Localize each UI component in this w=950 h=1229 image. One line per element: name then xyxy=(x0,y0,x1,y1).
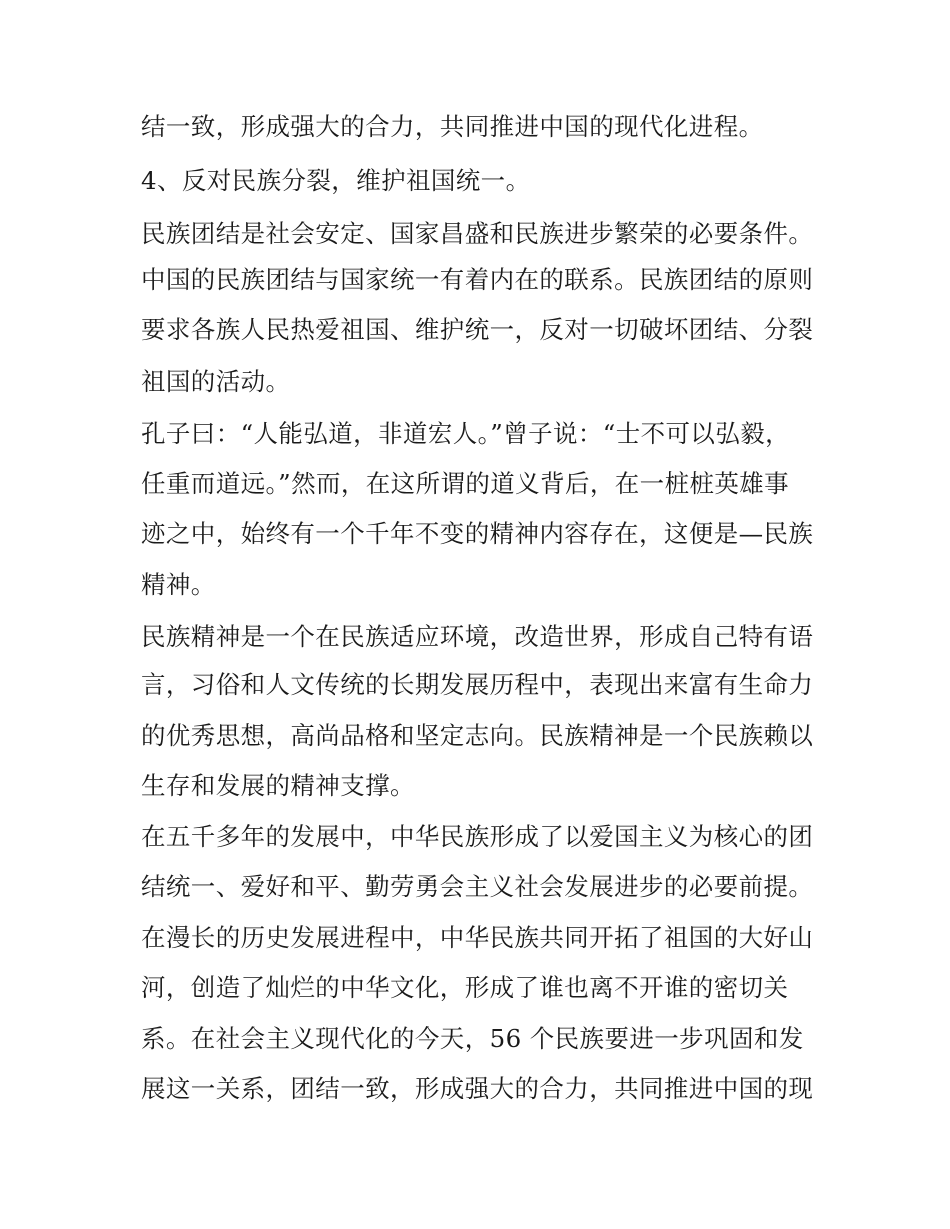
text-line: 民族精神是一个在民族适应环境，改造世界，形成自己特有语 xyxy=(141,622,814,651)
text-line: 结统一、爱好和平、勤劳勇会主义社会发展进步的必要前提。 xyxy=(141,872,814,901)
text-line: 孔子曰：“人能弘道，非道宏人。”曾子说：“士不可以弘毅， xyxy=(141,419,791,448)
text-line: 的优秀思想，高尚品格和坚定志向。民族精神是一个民族赖以 xyxy=(141,721,814,750)
text-line: 祖国的活动。 xyxy=(141,367,291,396)
text-line: 河，创造了灿烂的中华文化，形成了谁也离不开谁的密切关 xyxy=(141,973,789,1002)
text-line: 言，习俗和人文传统的长期发展历程中，表现出来富有生命力 xyxy=(141,670,814,699)
text-line: 结一致，形成强大的合力，共同推进中国的现代化进程。 xyxy=(141,112,764,141)
text-line: 中国的民族团结与国家统一有着内在的联系。民族团结的原则 xyxy=(141,265,814,294)
text-line: 在五千多年的发展中，中华民族形成了以爱国主义为核心的团 xyxy=(141,822,814,851)
text-line: 迹之中，始终有一个千年不变的精神内容存在，这便是—民族 xyxy=(141,519,814,548)
text-line: 精神。 xyxy=(141,570,216,599)
text-line: 系。在社会主义现代化的今天，56 个民族要进一步巩固和发 xyxy=(141,1024,804,1053)
text-line: 展这一关系，团结一致，形成强大的合力，共同推进中国的现 xyxy=(141,1074,814,1103)
section-heading: 4、反对民族分裂，维护祖国统一。 xyxy=(141,166,531,195)
text-line: 民族团结是社会安定、国家昌盛和民族进步繁荣的必要条件。 xyxy=(141,219,814,248)
text-line: 在漫长的历史发展进程中，中华民族共同开拓了祖国的大好山 xyxy=(141,923,814,952)
text-line: 生存和发展的精神支撑。 xyxy=(141,771,415,800)
text-line: 任重而道远。”然而，在这所谓的道义背后，在一桩桩英雄事 xyxy=(141,469,790,498)
text-line: 要求各族人民热爱祖国、维护统一，反对一切破坏团结、分裂 xyxy=(141,315,814,344)
